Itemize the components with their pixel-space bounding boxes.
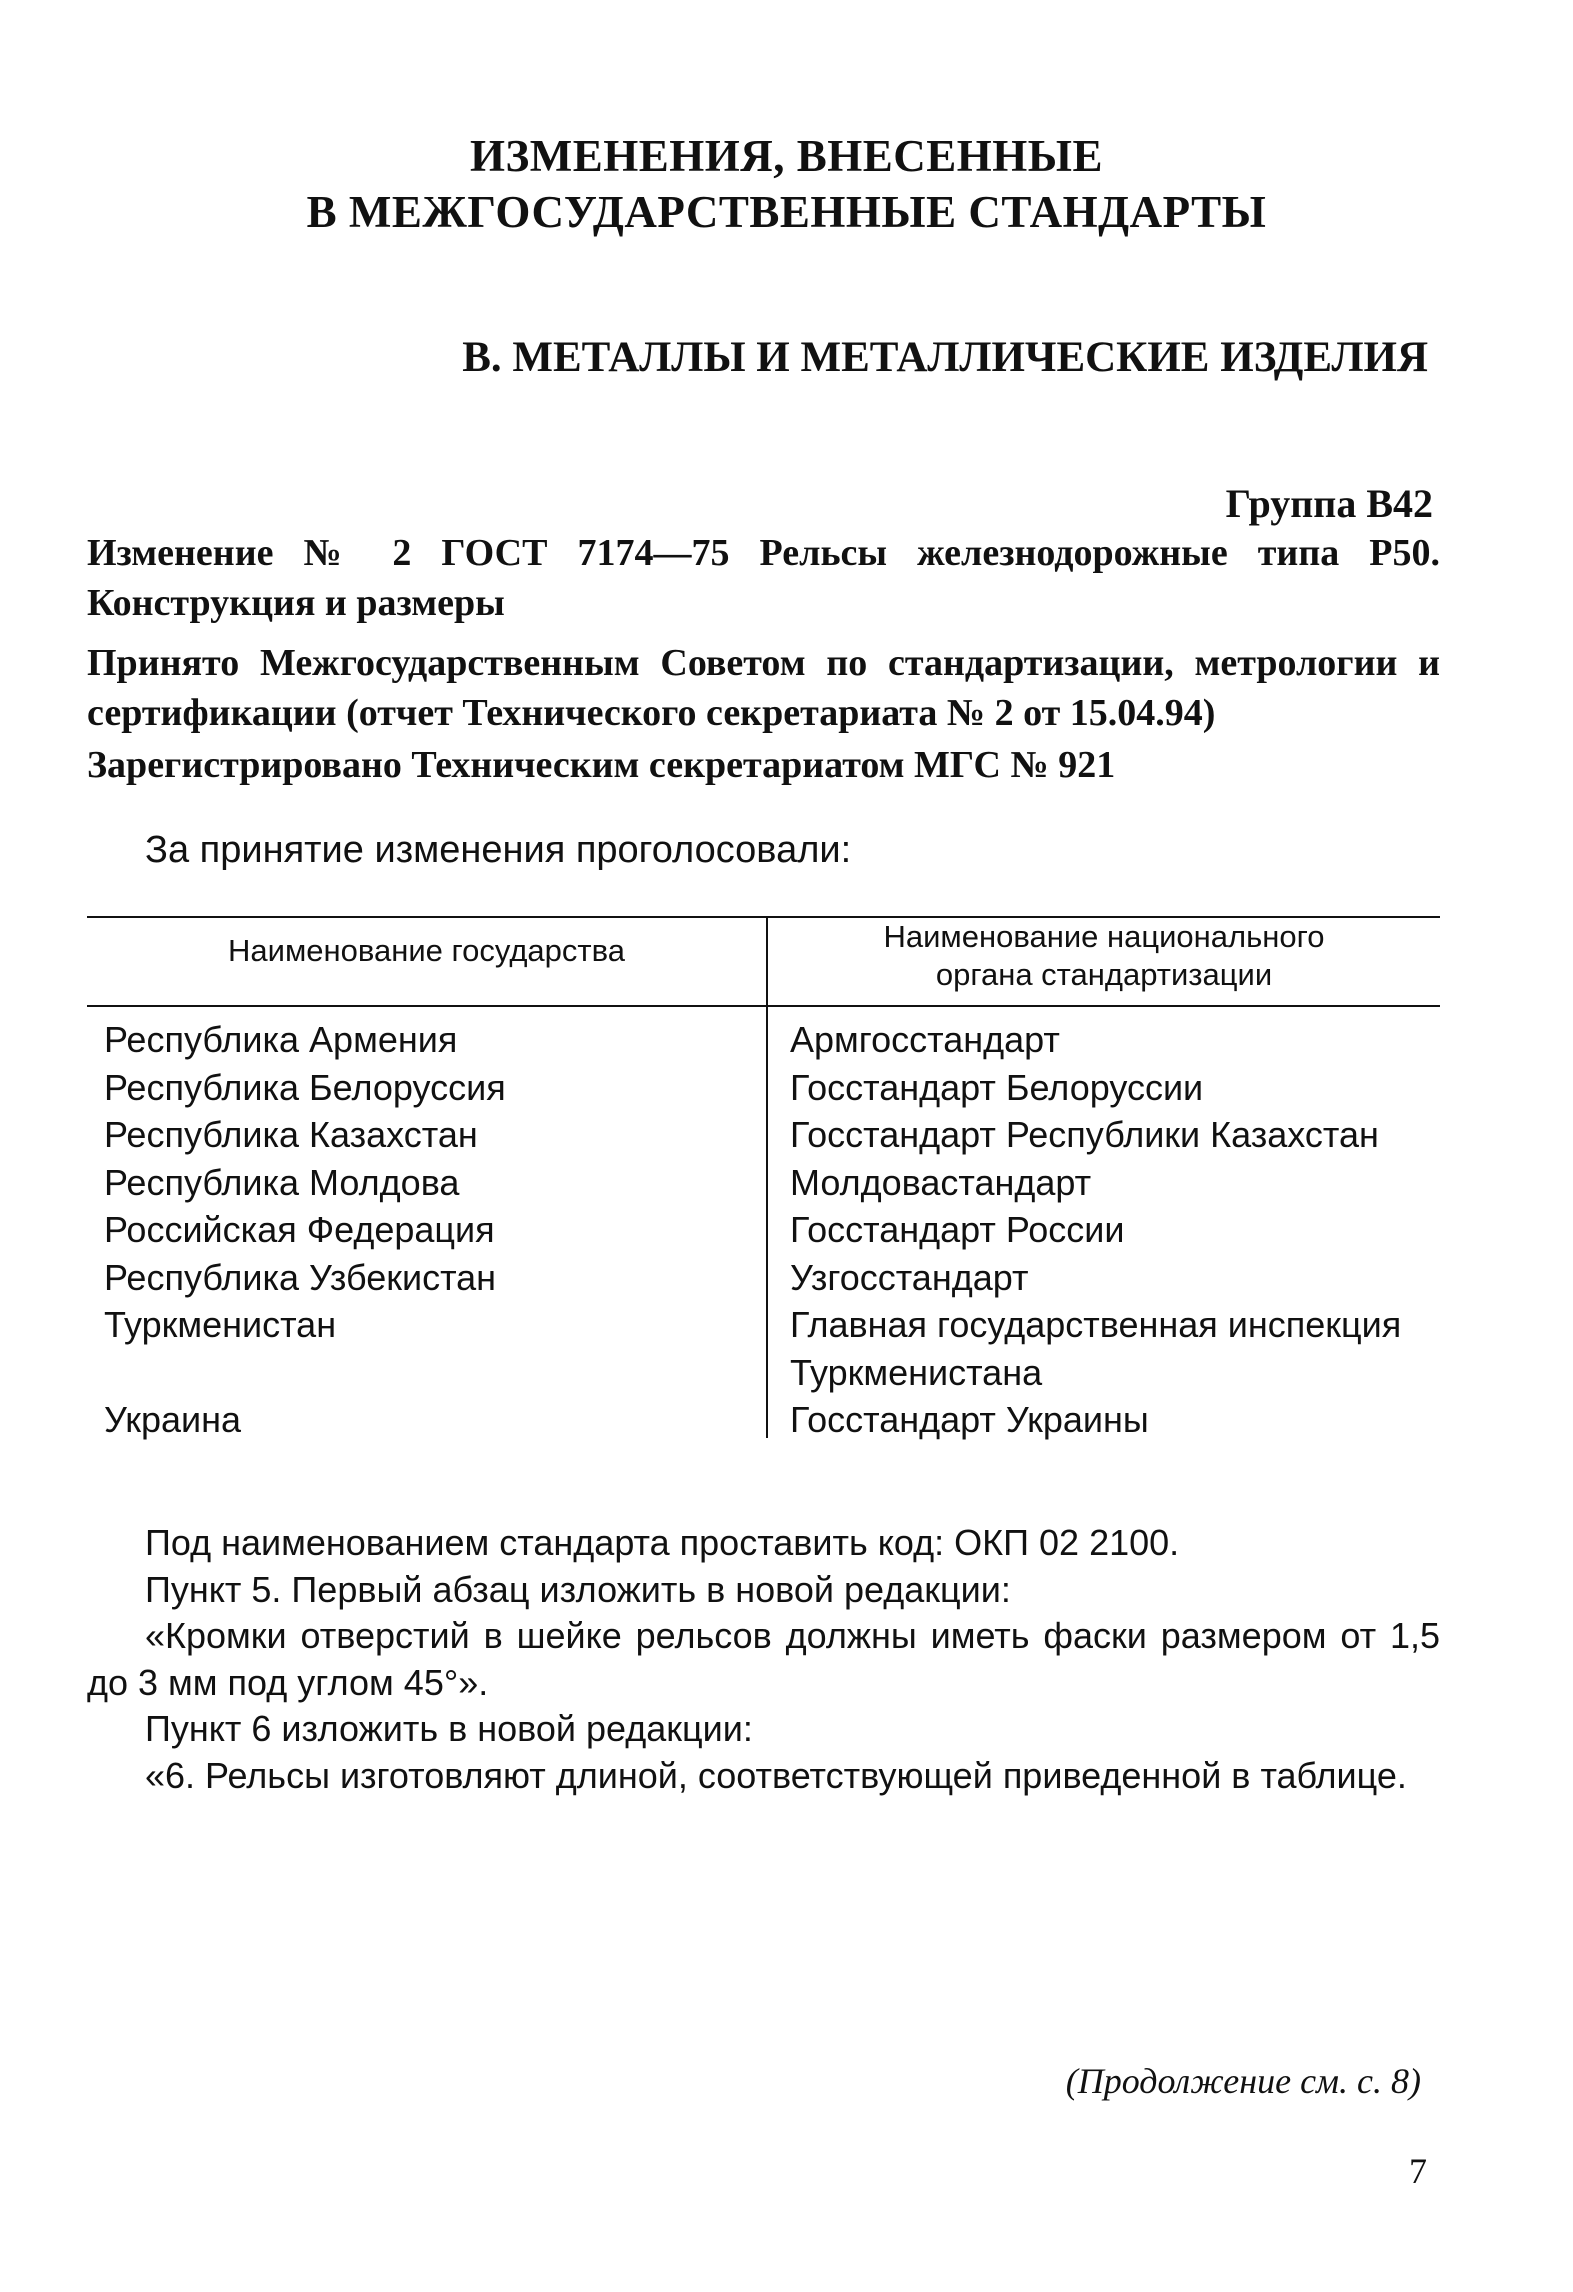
change-title: Изменение № 2 ГОСТ 7174—75 Рельсы железнодорожные типа Р50. Конструкция и размеры: [87, 532, 1440, 624]
body-item: Молдовастандарт: [790, 1161, 1092, 1203]
paragraph: Под наименованием стандарта проставить код: ОКП 02 2100.: [145, 1522, 1180, 1563]
body-item: Главная государственная инспекция: [790, 1304, 1402, 1345]
title-line-1: ИЗМЕНЕНИЯ, ВНЕСЕННЫЕ: [469, 131, 1103, 181]
continuation-note: (Продолжение см. с. 8): [1065, 2061, 1421, 2101]
paragraph: «Кромки отверстий в шейке рельсов должны иметь фаски размером от 1,5 до 3 мм под углом 45°».: [87, 1615, 1440, 1703]
header-national-body: [768, 918, 1440, 994]
state-item: Украина: [104, 1399, 242, 1440]
header-national-body-line-1: Наименование национального: [883, 919, 1325, 954]
national-bodies-column: [790, 1016, 1401, 1444]
paragraph: Пункт 5. Первый абзац изложить в новой редакции:: [145, 1568, 1011, 1610]
table-header-rule: [87, 1005, 1440, 1007]
body-item: Узгосстандарт: [790, 1256, 1029, 1298]
title-line-2: В МЕЖГОСУДАРСТВЕННЫЕ СТАНДАРТЫ: [306, 187, 1267, 237]
table-column-divider: [766, 916, 768, 1438]
state-item: Республика Казахстан: [104, 1114, 478, 1155]
state-item: Российская Федерация: [104, 1209, 495, 1250]
group-label: Группа В42: [1225, 481, 1433, 526]
state-item: Республика Армения: [104, 1019, 458, 1060]
state-item: Туркменистан: [104, 1304, 337, 1345]
amendment-text: [87, 1520, 1440, 1799]
section-heading: В. МЕТАЛЛЫ И МЕТАЛЛИЧЕСКИЕ ИЗДЕЛИЯ: [462, 334, 1428, 381]
state-spacer: [104, 1349, 506, 1397]
document-title: [0, 128, 1573, 240]
body-item: Армгосстандарт: [790, 1019, 1060, 1060]
body-item: Госстандарт России: [790, 1209, 1125, 1250]
body-item: Туркменистана: [790, 1351, 1043, 1393]
vote-lead: За принятие изменения проголосовали:: [145, 829, 852, 871]
state-item: Республика Белоруссия: [104, 1066, 506, 1108]
paragraph: Пункт 6 изложить в новой редакции:: [145, 1708, 753, 1749]
registration-statement: Зарегистрировано Техническим секретариатом МГС № 921: [87, 744, 1116, 786]
header-national-body-line-2: органа стандартизации: [935, 957, 1273, 992]
header-state: Наименование государства: [228, 933, 625, 968]
adoption-statement: Принято Межгосударственным Советом по стандартизации, метрологии и сертификации (отчет Технического секретариата № 2 от 15.04.94): [87, 642, 1440, 734]
body-item: Госстандарт Белоруссии: [790, 1066, 1204, 1108]
body-item: Госстандарт Украины: [790, 1399, 1149, 1440]
page-number: 7: [1409, 2151, 1427, 2191]
states-column: [104, 1016, 506, 1444]
paragraph: «6. Рельсы изготовляют длиной, соответствующей приведенной в таблице.: [145, 1754, 1407, 1796]
state-item: Республика Узбекистан: [104, 1256, 497, 1298]
state-item: Республика Молдова: [104, 1161, 460, 1203]
body-item: Госстандарт Республики Казахстан: [790, 1114, 1379, 1155]
